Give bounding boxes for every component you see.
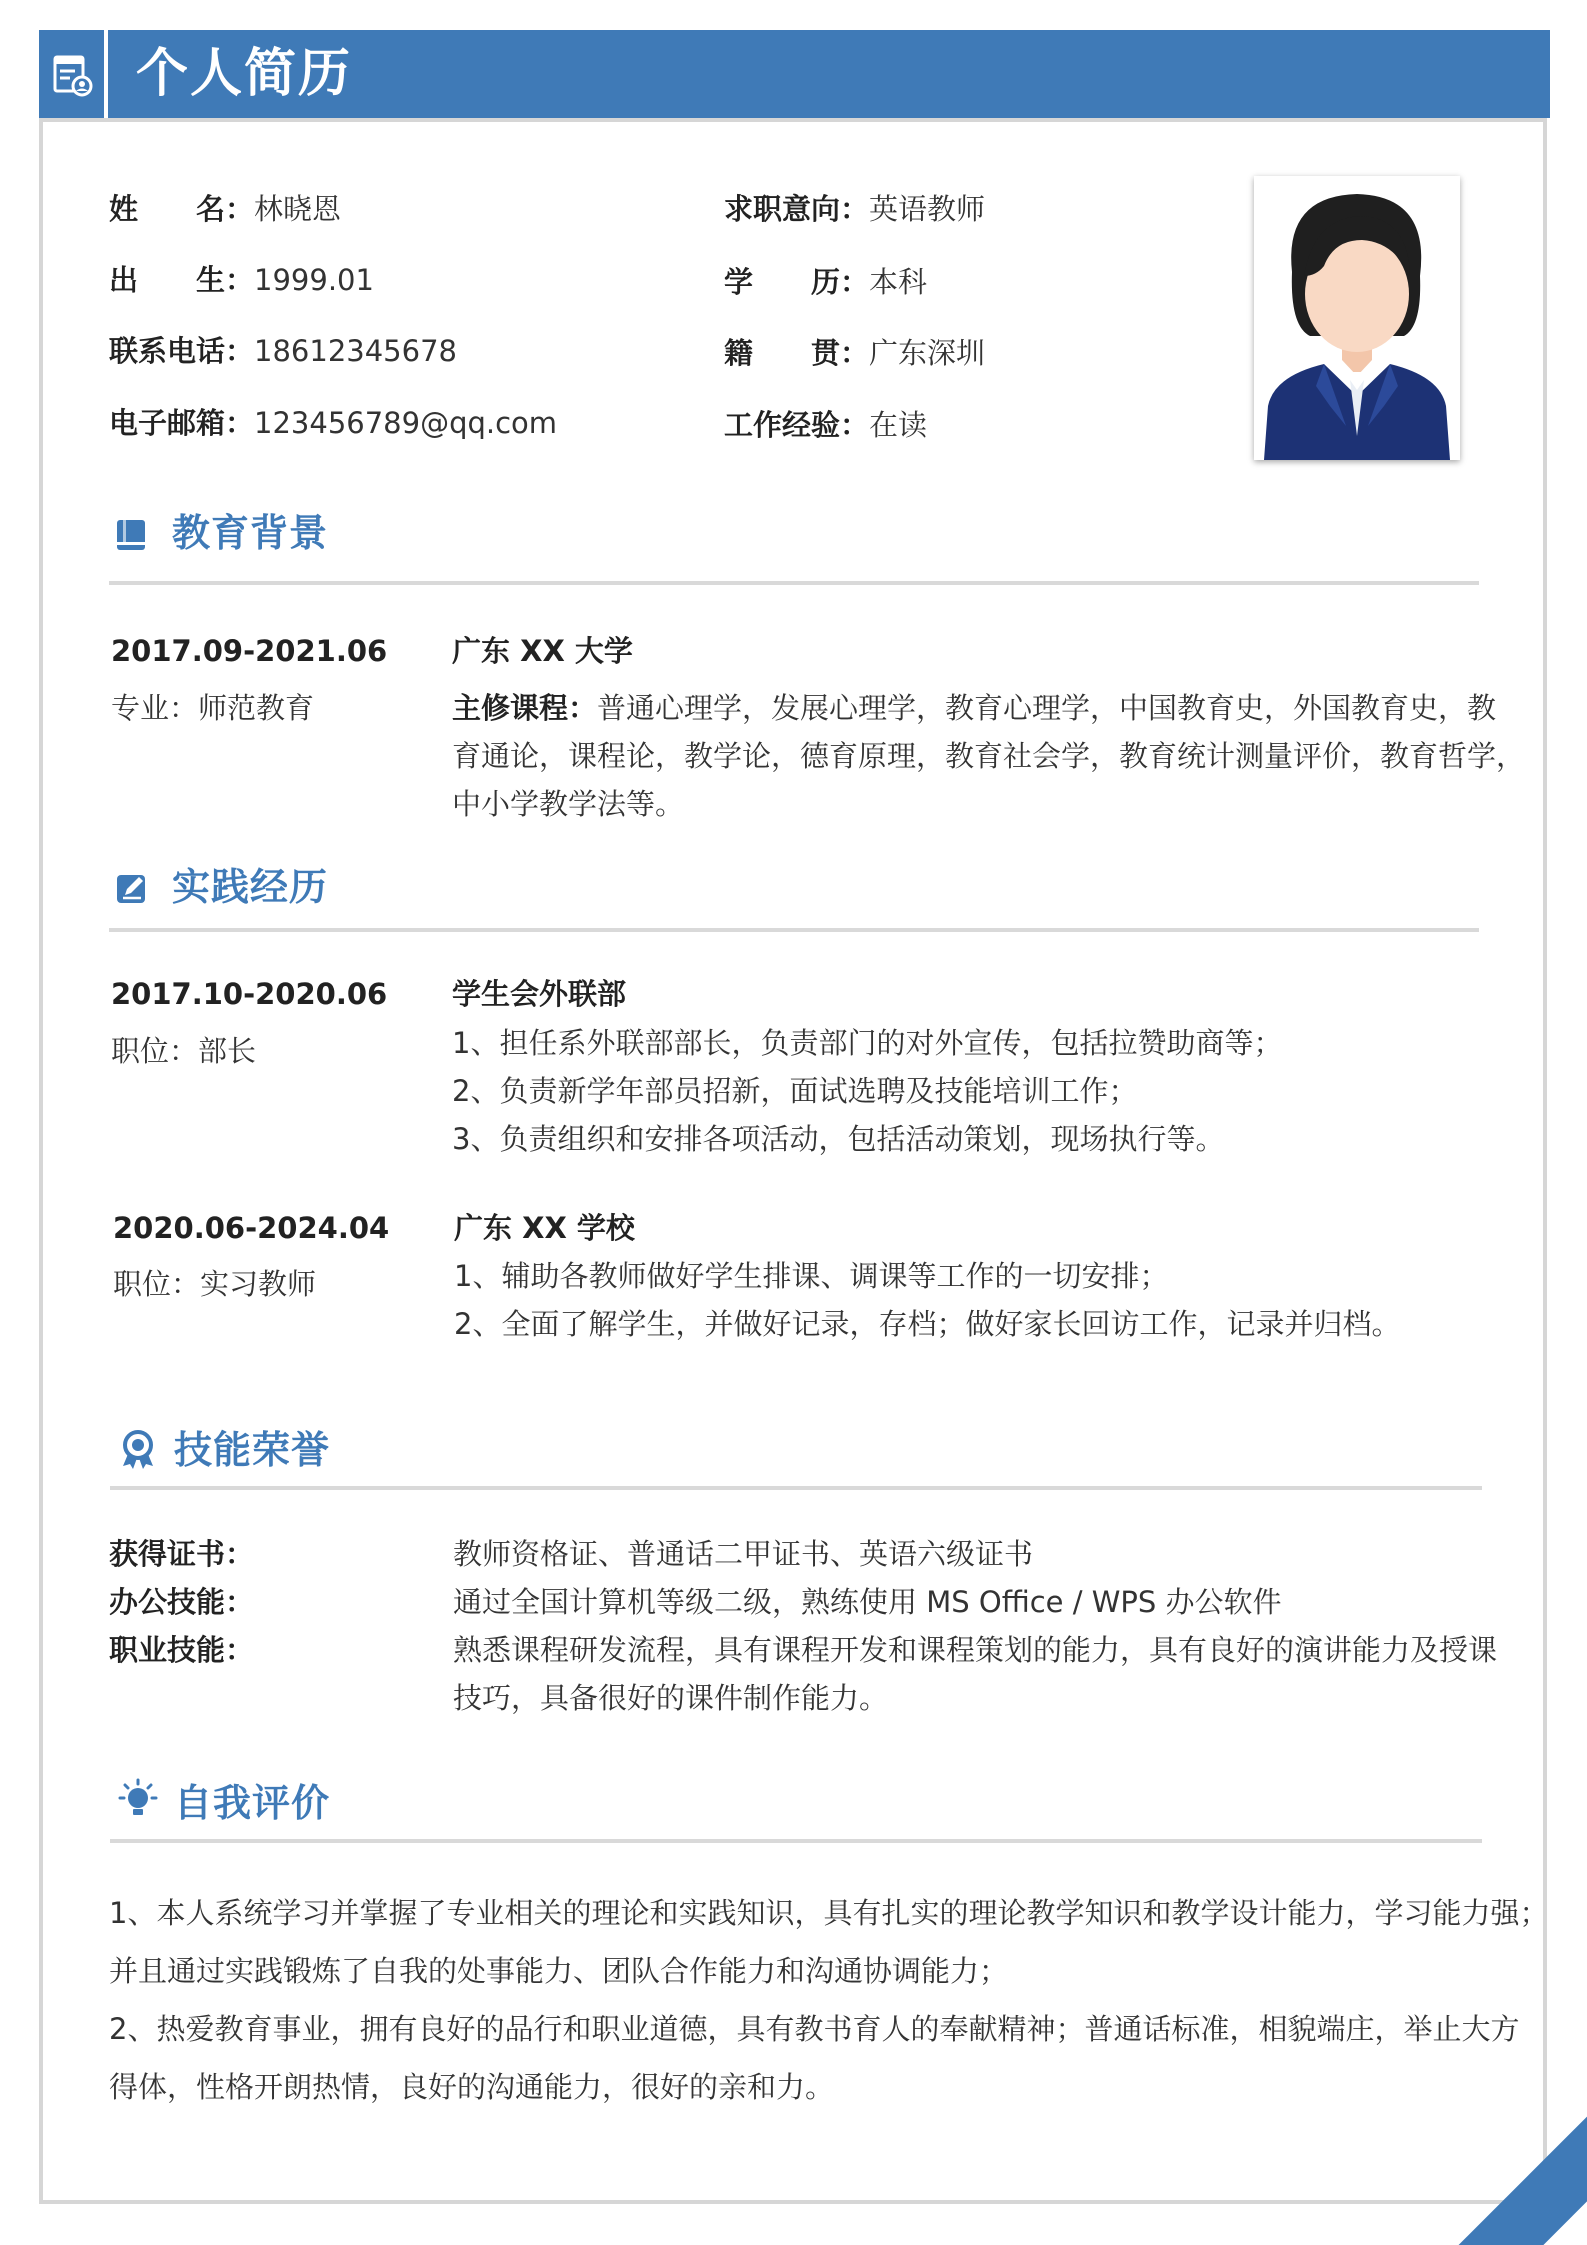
experience-row [724, 405, 927, 445]
degree-value: 本科 [869, 265, 928, 299]
courses-line-2: 育通论，课程论，教学论，德育原理，教育社会学，教育统计测量评价，教育哲学， [452, 739, 1526, 773]
name-label: 姓 名： [109, 192, 255, 226]
bulb-icon [116, 1778, 160, 1822]
practice-1-org: 学生会外联部 [452, 977, 627, 1011]
corner-stripe-1 [1398, 2025, 1587, 2245]
birth-row [109, 260, 374, 300]
practice-2-line-2: 2、全面了解学生，并做好记录，存档；做好家长回访工作，记录并归档。 [454, 1307, 1401, 1341]
courses-label: 主修课程： [452, 691, 598, 725]
self-evaluation-text [109, 1884, 1548, 2116]
phone-label: 联系电话： [109, 334, 255, 368]
practice-1-details [452, 1019, 1282, 1163]
intent-row [724, 189, 985, 229]
practice-1-line-1: 1、担任系外联部部长，负责部门的对外宣传，包括拉赞助商等； [452, 1026, 1283, 1060]
origin-row [724, 333, 985, 373]
divider-skills [110, 1486, 1482, 1490]
courses-line-1: 普通心理学，发展心理学，教育心理学，中国教育史，外国教育史，教 [597, 691, 1497, 725]
email-label: 电子邮箱： [109, 406, 255, 440]
divider-self [110, 1839, 1482, 1843]
award-icon [120, 1430, 156, 1470]
practice-2-line-1: 1、辅助各教师做好学生排课、调课等工作的一切安排； [454, 1259, 1169, 1293]
name-row [109, 189, 341, 229]
job-skill-line-1: 熟悉课程研发流程，具有课程开发和课程策划的能力，具有良好的演讲能力及授课 [453, 1633, 1498, 1667]
practice-1-position: 职位：部长 [111, 1034, 257, 1068]
intent-label: 求职意向： [724, 192, 870, 226]
self-line-3: 2、热爱教育事业，拥有良好的品行和职业道德，具有教书育人的奉献精神；普通话标准，相貌端庄，举止大方 [109, 2012, 1520, 2046]
avatar [1254, 176, 1460, 460]
divider-practice [109, 928, 1479, 932]
resume-icon [39, 30, 104, 118]
section-title-self: 自我评价 [174, 1781, 331, 1825]
practice-1-period: 2017.10-2020.06 [111, 977, 388, 1011]
section-title-education: 教育背景 [172, 511, 329, 555]
courses-line-3: 中小学教学法等。 [452, 787, 685, 821]
education-period: 2017.09-2021.06 [111, 634, 388, 668]
experience-label: 工作经验： [724, 408, 870, 442]
section-title-practice: 实践经历 [172, 865, 329, 909]
phone-value: 18612345678 [254, 334, 457, 368]
job-skill-label: 职业技能： [109, 1633, 255, 1667]
phone-row [109, 331, 457, 371]
intent-value: 英语教师 [869, 192, 986, 226]
avatar-illustration [1254, 176, 1460, 460]
job-skill-value [453, 1626, 1497, 1722]
education-courses [452, 684, 1526, 828]
degree-row [724, 262, 927, 302]
practice-2-details [454, 1252, 1400, 1348]
birth-value: 1999.01 [254, 263, 374, 297]
name-value: 林晓恩 [254, 192, 342, 226]
degree-label: 学 历： [724, 265, 870, 299]
book-icon [114, 518, 148, 552]
job-skill-line-2: 技巧，具备很好的课件制作能力。 [453, 1681, 889, 1715]
divider-education [109, 581, 1479, 585]
page-title: 个人简历 [136, 44, 353, 104]
header-bar [108, 30, 1550, 118]
office-value: 通过全国计算机等级二级，熟练使用 MS Office / WPS 办公软件 [453, 1585, 1282, 1619]
practice-2-position: 职位：实习教师 [113, 1267, 317, 1301]
self-line-2: 并且通过实践锻炼了自我的处事能力、团队合作能力和沟通协调能力； [109, 1954, 1009, 1988]
origin-label: 籍 贯： [724, 336, 870, 370]
email-value: 123456789@qq.com [254, 406, 558, 440]
self-line-1: 1、本人系统学习并掌握了专业相关的理论和实践知识，具有扎实的理论教学知识和教学设计能力，学习能力强； [109, 1896, 1549, 1930]
practice-1-line-2: 2、负责新学年部员招新，面试选聘及技能培训工作； [452, 1074, 1138, 1108]
origin-value: 广东深圳 [869, 336, 986, 370]
education-school: 广东 XX 大学 [452, 634, 633, 668]
education-major: 专业：师范教育 [111, 691, 315, 725]
practice-2-org: 广东 XX 学校 [454, 1211, 635, 1245]
section-title-skills: 技能荣誉 [174, 1428, 331, 1472]
office-label: 办公技能： [109, 1585, 255, 1619]
resume-icon-box [39, 30, 104, 118]
cert-value: 教师资格证、普通话二甲证书、英语六级证书 [453, 1537, 1034, 1571]
email-row [109, 403, 557, 443]
cert-label: 获得证书： [109, 1537, 255, 1571]
corner-decoration [1367, 2025, 1587, 2245]
self-line-4: 得体，性格开朗热情，良好的沟通能力，很好的亲和力。 [109, 2070, 835, 2104]
practice-1-line-3: 3、负责组织和安排各项活动，包括活动策划，现场执行等。 [452, 1122, 1225, 1156]
experience-value: 在读 [869, 408, 928, 442]
edit-icon [115, 871, 149, 905]
birth-label: 出 生： [109, 263, 255, 297]
practice-2-period: 2020.06-2024.04 [113, 1211, 390, 1245]
